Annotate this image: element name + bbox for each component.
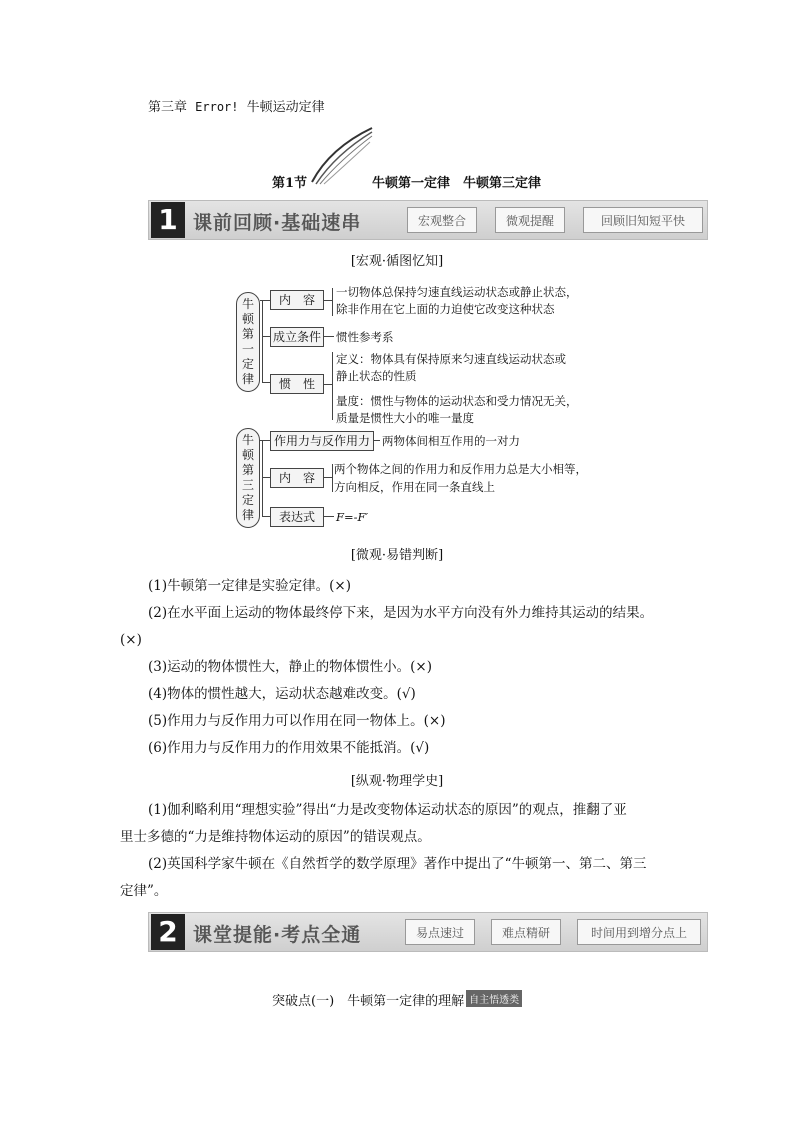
btn-review[interactable]: 回顾旧知短平快	[583, 207, 703, 233]
content-text-1: 一切物体总保持匀速直线运动状态或静止状态，	[336, 285, 578, 299]
banner-review	[148, 200, 708, 240]
measure-text-2: 质量是惯性大小的唯一量度	[336, 411, 474, 425]
root-text: 牛顿第一定律	[241, 297, 254, 386]
btn-macro[interactable]: 宏观整合	[407, 207, 477, 233]
history-1-cont: 里士多德的“力是维持物体运动的原因”的错误观点。	[120, 829, 431, 845]
inertia-box: 惯 性	[270, 374, 324, 394]
macro-label: [宏观·循图忆知]	[350, 254, 444, 269]
judgment-3: (3)运动的物体惯性大，静止的物体惯性小。(×)	[148, 659, 432, 675]
judgment-1: (1)牛顿第一定律是实验定律。(×)	[148, 578, 351, 594]
measure-text-1: 量度：惯性与物体的运动状态和受力情况无关，	[336, 394, 578, 408]
expression-text: F=-F′	[336, 510, 369, 524]
breakpoint-heading	[272, 990, 522, 1009]
history-2: (2)英国科学家牛顿在《自然哲学的数学原理》著作中提出了“牛顿第一、第二、第三	[148, 856, 647, 872]
error-text: Error!	[195, 100, 239, 114]
definition-text-2: 静止状态的性质	[336, 369, 417, 383]
force-text: 两物体间相互作用的一对力	[382, 434, 520, 448]
condition-box: 成立条件	[270, 327, 324, 347]
btn-hard[interactable]: 难点精研	[491, 919, 561, 945]
history-label: [纵观·物理学史]	[350, 774, 444, 789]
mind-root-third-law	[236, 428, 260, 528]
content-text-2: 除非作用在它上面的力迫使它改变这种状态	[336, 302, 555, 316]
breakpoint-tag: 自主悟透类	[466, 990, 522, 1007]
condition-text: 惯性参考系	[336, 330, 394, 344]
banner-title: 课前回顾·基础速串	[193, 212, 362, 234]
section-title: 牛顿第一定律 牛顿第三定律	[372, 176, 542, 191]
banner-number: 1	[151, 202, 185, 238]
swoosh-decoration	[310, 126, 374, 186]
micro-label: [微观·易错判断]	[350, 548, 444, 563]
judgment-5: (5)作用力与反作用力可以作用在同一物体上。(×)	[148, 713, 446, 729]
definition-text-1: 定义：物体具有保持原来匀速直线运动状态或	[336, 352, 566, 366]
section-label: 第1节	[272, 176, 308, 191]
content3-text-1: 两个物体之间的作用力和反作用力总是大小相等，	[334, 462, 587, 476]
banner-title: 课堂提能·考点全通	[193, 924, 362, 946]
chapter-title: 牛顿运动定律	[246, 100, 325, 115]
mind-root-first-law	[236, 292, 260, 392]
content3-text-2: 方向相反，作用在同一条直线上	[334, 480, 495, 494]
btn-micro[interactable]: 微观提醒	[495, 207, 565, 233]
btn-time[interactable]: 时间用到增分点上	[577, 919, 701, 945]
banner-number: 2	[151, 914, 185, 950]
content-box: 内 容	[270, 290, 324, 310]
judgment-2-cont: (×)	[120, 632, 142, 648]
btn-easy[interactable]: 易点速过	[405, 919, 475, 945]
history-2-cont: 定律”。	[120, 883, 168, 899]
judgment-4: (4)物体的惯性越大，运动状态越难改变。(√)	[148, 686, 416, 702]
breakpoint-title: 突破点(一) 牛顿第一定律的理解	[272, 994, 465, 1009]
judgment-6: (6)作用力与反作用力的作用效果不能抵消。(√)	[148, 740, 430, 756]
force-box: 作用力与反作用力	[270, 431, 374, 451]
judgment-2: (2)在水平面上运动的物体最终停下来，是因为水平方向没有外力维持其运动的结果。	[148, 605, 654, 621]
banner-classroom	[148, 912, 708, 952]
root-text: 牛顿第三定律	[241, 433, 254, 522]
chapter-prefix: 第三章	[148, 100, 188, 115]
history-1: (1)伽利略利用“理想实验”得出“力是改变物体运动状态的原因”的观点，推翻了亚	[148, 802, 627, 818]
expression-box: 表达式	[270, 507, 324, 527]
chapter-heading	[148, 96, 325, 115]
content-box-3: 内 容	[270, 468, 324, 488]
